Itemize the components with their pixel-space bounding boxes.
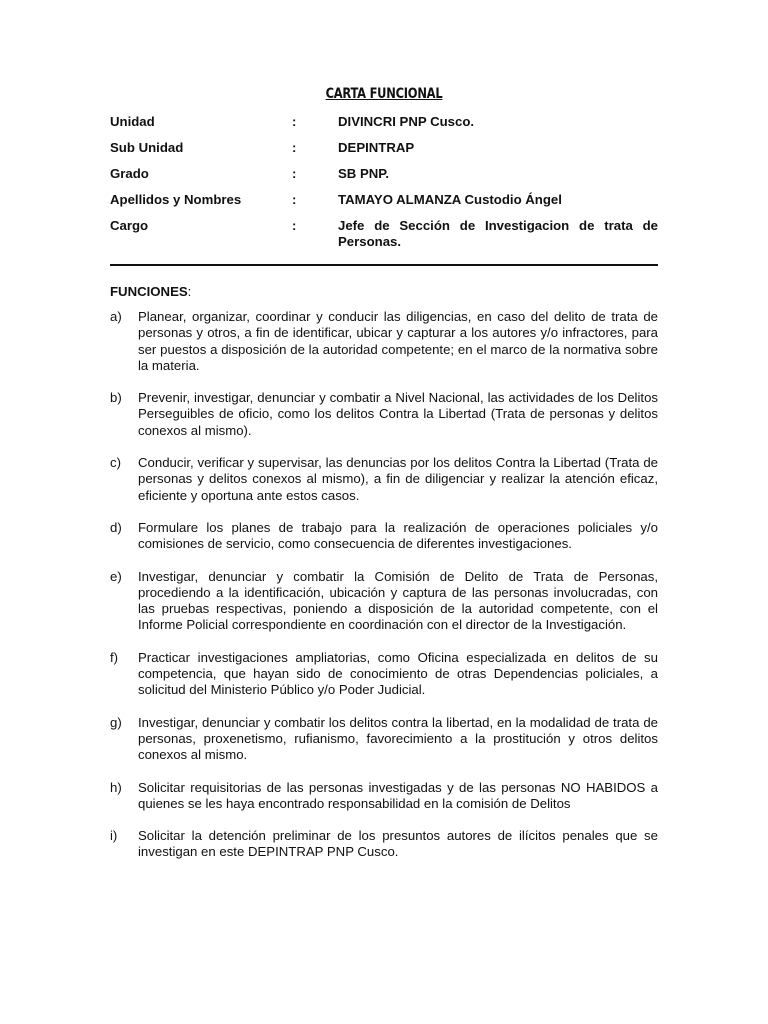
- funciones-list: [110, 309, 658, 861]
- header-row-apellidos-nombres: [110, 192, 658, 218]
- list-item-text: Planear, organizar, coordinar y conducir las diligencias, en caso del delito de trata de personas y otros, a fin de identificar, ubicar y capturar a los autores y/o infractores, para ser puestos a disposición de la autoridad competente; en el marco de la normativa sobre la materia.: [138, 309, 658, 373]
- header-value: TAMAYO ALMANZA Custodio Ángel: [338, 192, 562, 207]
- header-value: DEPINTRAP: [338, 140, 415, 155]
- header-separator: :: [292, 218, 297, 233]
- list-item-letter: e): [110, 568, 122, 584]
- list-item-letter: g): [110, 714, 122, 730]
- header-row-sub-unidad: [110, 140, 658, 166]
- list-item-text: Investigar, denunciar y combatir los delitos contra la libertad, en la modalidad de trata de personas, proxenetismo, rufianismo, favorecimiento a la prostitución y otros delitos conexos al mismo.: [138, 714, 658, 763]
- list-item-letter: i): [110, 828, 118, 844]
- list-item-text: Solicitar la detención preliminar de los presuntos autores de ilícitos penales que se investigan en este DEPINTRAP PNP Cusco.: [138, 828, 658, 860]
- list-item-letter: d): [110, 519, 122, 535]
- header-label: Unidad: [110, 114, 155, 129]
- header-separator: :: [292, 114, 297, 129]
- list-item: [110, 390, 658, 439]
- header-label: Apellidos y Nombres: [110, 192, 242, 207]
- funciones-heading: [110, 284, 658, 299]
- header-label: Sub Unidad: [110, 140, 184, 155]
- header-table: [110, 114, 658, 260]
- header-separator: :: [292, 166, 297, 181]
- list-item: [110, 309, 658, 374]
- list-item-letter: a): [110, 309, 122, 324]
- header-value: SB PNP.: [338, 166, 390, 181]
- funciones-label: FUNCIONES: [110, 284, 188, 299]
- list-item-letter: h): [110, 779, 122, 795]
- list-item-letter: c): [110, 455, 121, 471]
- list-item-letter: f): [110, 649, 119, 665]
- list-item: [110, 455, 658, 504]
- header-separator: :: [292, 140, 297, 155]
- document-title: CARTA FUNCIONAL: [325, 86, 443, 102]
- header-row-unidad: [110, 114, 658, 140]
- list-item: [110, 828, 658, 861]
- list-item-letter: b): [110, 390, 122, 406]
- header-label: Grado: [110, 166, 149, 181]
- list-item-text: Investigar, denunciar y combatir la Comisión de Delito de Trata de Personas, procediendo a la identificación, ubicación y captura de las personas involucradas, con las pruebas respectivas, poniendo a disposición de la autoridad competente, con el Informe Policial correspondiente en coordinación con el director de la Investigación.: [138, 568, 658, 633]
- list-item-text: Prevenir, investigar, denunciar y combatir a Nivel Nacional, las actividades de los Delitos Perseguibles de oficio, como los delitos Contra la Libertad (Trata de personas y delitos conexos al mismo).: [138, 390, 658, 438]
- list-item: [110, 650, 658, 699]
- list-item: [110, 520, 658, 553]
- list-item: [110, 569, 658, 634]
- header-value: DIVINCRI PNP Cusco.: [338, 114, 475, 129]
- list-item: [110, 780, 658, 813]
- list-item-text: Solicitar requisitorias de las personas investigadas y de las personas NO HABIDOS a quienes se les haya encontrado responsabilidad en la comisión de Delitos: [138, 779, 658, 811]
- section-divider: [110, 264, 658, 266]
- header-row-grado: [110, 166, 658, 192]
- funciones-colon: :: [187, 284, 192, 299]
- document-page: [110, 86, 658, 877]
- header-value: Jefe de Sección de Investigacion de trata de Personas.: [338, 218, 658, 249]
- list-item-text: Formulare los planes de trabajo para la realización de operaciones policiales y/o comisiones de servicio, como consecuencia de diferentes investigaciones.: [138, 519, 658, 552]
- header-separator: :: [292, 192, 297, 207]
- header-row-cargo: [110, 218, 658, 260]
- list-item-text: Practicar investigaciones ampliatorias, como Oficina especializada en delitos de su competencia, que hayan sido de conocimiento de otras Dependencias policiales, a solicitud del Ministerio Público y/o Poder Judicial.: [138, 649, 658, 698]
- list-item: [110, 715, 658, 764]
- header-label: Cargo: [110, 218, 149, 233]
- list-item-text: Conducir, verificar y supervisar, las denuncias por los delitos Contra la Libertad (Trata de personas y delitos conexos al mismo), a fin de diligenciar y realizar la atención eficaz, eficiente y oportuna ante estos casos.: [138, 455, 658, 503]
